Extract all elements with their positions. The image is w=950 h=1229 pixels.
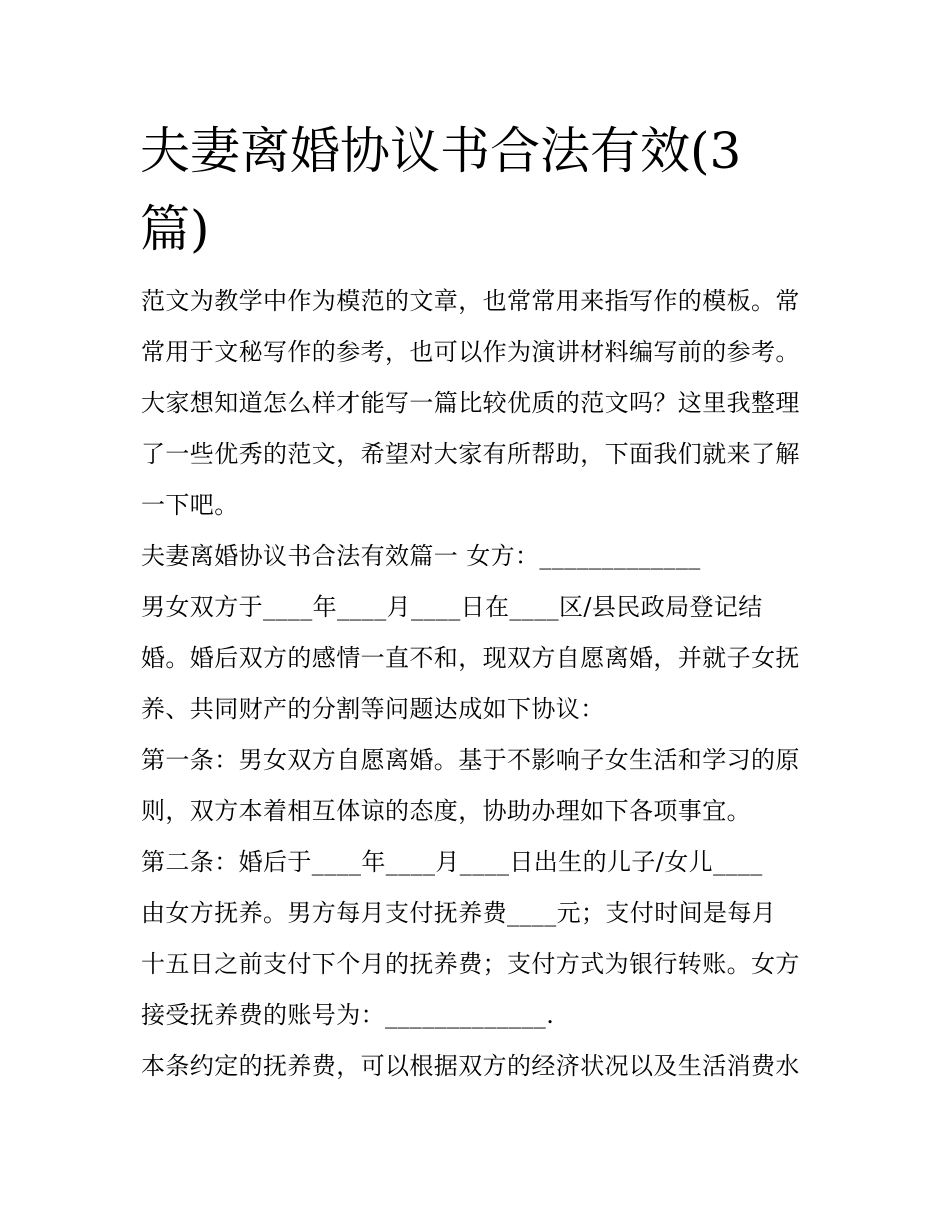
text-line: 男女双方于____年____月____日在____区/县民政局登记结 <box>141 593 763 621</box>
text-line: 由女方抚养。男方每月支付抚养费____元；支付时间是每月 <box>141 899 777 927</box>
text-line: 一下吧。 <box>141 491 239 519</box>
text-line: 本条约定的抚养费，可以根据双方的经济状况以及生活消费水 <box>141 1052 800 1080</box>
text-line: 十五日之前支付下个月的抚养费；支付方式为银行转账。女方 <box>141 950 800 978</box>
text-line: 养、共同财产的分割等问题达成如下协议： <box>141 695 605 723</box>
document-title <box>140 112 820 268</box>
title-line: 夫妻离婚协议书合法有效(3 <box>140 122 742 180</box>
title-line: 篇) <box>140 200 210 258</box>
document-body <box>141 276 821 1092</box>
text-line: 接受抚养费的账号为：_____________. <box>141 1001 555 1029</box>
text-line: 范文为教学中作为模范的文章，也常常用来指写作的模板。常 <box>141 287 800 315</box>
text-line: 则，双方本着相互体谅的态度，协助办理如下各项事宜。 <box>141 797 751 825</box>
text-line: 第一条：男女双方自愿离婚。基于不影响子女生活和学习的原 <box>141 746 800 774</box>
text-line: 第二条：婚后于____年____月____日出生的儿子/女儿____ <box>141 848 763 876</box>
text-line: 大家想知道怎么样才能写一篇比较优质的范文吗？这里我整理 <box>141 389 800 417</box>
text-line: 常用于文秘写作的参考，也可以作为演讲材料编写前的参考。 <box>141 338 800 366</box>
text-line: 婚。婚后双方的感情一直不和，现双方自愿离婚，并就子女抚 <box>141 644 800 672</box>
section-heading-line: 夫妻离婚协议书合法有效篇一 女方：_____________ <box>141 542 701 570</box>
text-line: 了一些优秀的范文，希望对大家有所帮助，下面我们就来了解 <box>141 440 800 468</box>
